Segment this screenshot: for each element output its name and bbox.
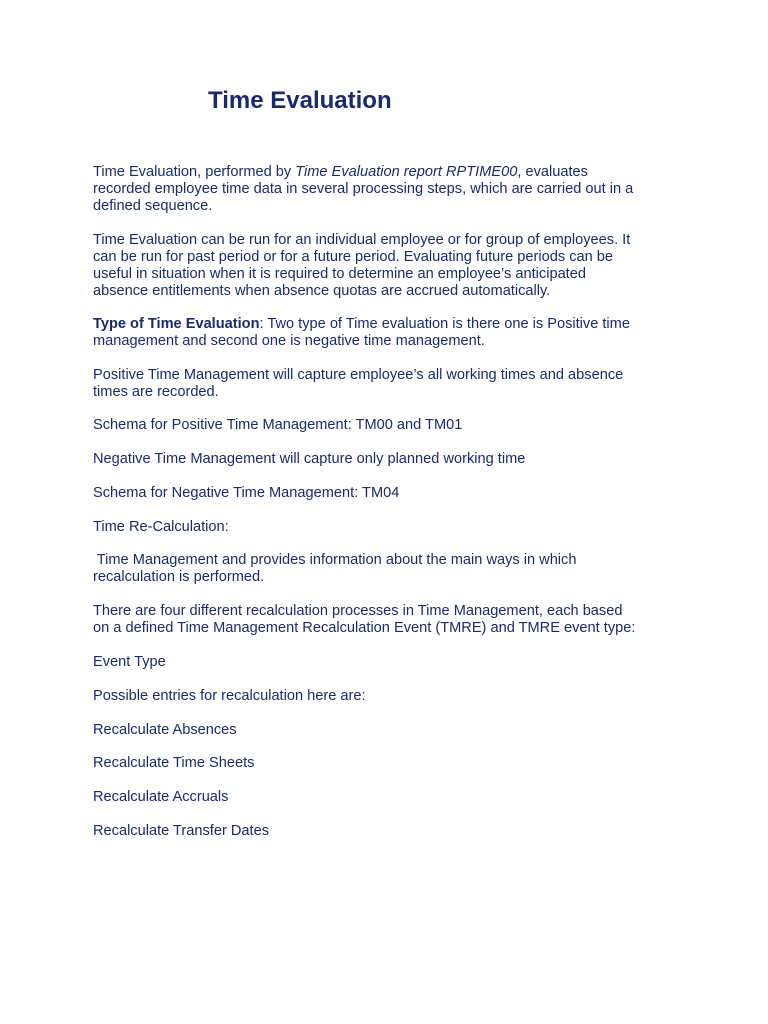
intro-text-start: Time Evaluation, performed by (93, 164, 296, 180)
paragraph-type-of-evaluation (93, 316, 630, 350)
recalculate-absences-text: Recalculate Absences (93, 722, 237, 738)
paragraph-run-options (93, 232, 630, 300)
paragraph-negative-schema (93, 485, 399, 502)
paragraph-positive-time (93, 367, 623, 401)
processes-line-1: There are four different recalculation processes in Time Management, each based (93, 603, 623, 619)
paragraph-event-type (93, 654, 166, 671)
paragraph-possible-entries (93, 688, 366, 705)
run-line-4: absence entitlements when absence quotas are accrued automatically. (93, 283, 551, 299)
positive-line-1: Positive Time Management will capture employee’s all working times and absence (93, 367, 624, 383)
type-text: : Two type of Time evaluation is there one is Positive time (259, 316, 630, 332)
entry-recalculate-time-sheets (93, 755, 254, 772)
paragraph-recalculation-heading (93, 519, 229, 536)
run-line-3: useful in situation when it is required to determine an employee’s anticipated (93, 266, 586, 282)
recalculate-accruals-text: Recalculate Accruals (93, 789, 229, 805)
run-line-1: Time Evaluation can be run for an individual employee or for group of employees. It (93, 232, 631, 248)
entry-recalculate-absences (93, 722, 237, 739)
report-name: Time Evaluation report RPTIME00 (295, 164, 518, 180)
positive-schema-text: Schema for Positive Time Management: TM00 and TM01 (93, 417, 463, 433)
processes-line-2: on a defined Time Management Recalculation Event (TMRE) and TMRE event type: (93, 620, 636, 636)
event-type-text: Event Type (93, 654, 166, 670)
negative-time-text: Negative Time Management will capture only planned working time (93, 451, 526, 467)
recalc-info-line-2: recalculation is performed. (93, 569, 265, 585)
entry-recalculate-accruals (93, 789, 228, 806)
paragraph-intro (93, 164, 633, 215)
negative-schema-text: Schema for Negative Time Management: TM04 (93, 485, 400, 501)
paragraph-recalculation-processes (93, 603, 635, 637)
type-heading: Type of Time Evaluation (93, 316, 260, 332)
paragraph-negative-time (93, 451, 525, 468)
paragraph-recalculation-info (93, 552, 576, 586)
run-line-2: can be run for past period or for a future period. Evaluating future periods can be (93, 249, 614, 265)
entry-recalculate-transfer-dates (93, 823, 269, 840)
positive-line-2: times are recorded. (93, 384, 219, 400)
type-line-2: management and second one is negative time management. (93, 333, 485, 349)
intro-line-3: defined sequence. (93, 198, 213, 214)
recalculation-heading-text: Time Re-Calculation: (93, 519, 229, 535)
paragraph-positive-schema (93, 417, 462, 434)
possible-entries-text: Possible entries for recalculation here are: (93, 688, 366, 704)
intro-text-end: , evaluates (517, 164, 588, 180)
recalc-info-line-1: Time Management and provides information about the main ways in which (93, 552, 577, 568)
recalculate-time-sheets-text: Recalculate Time Sheets (93, 755, 255, 771)
page-title: Time Evaluation (208, 87, 392, 114)
recalculate-transfer-dates-text: Recalculate Transfer Dates (93, 823, 270, 839)
intro-line-2: recorded employee time data in several processing steps, which are carried out in a (93, 181, 634, 197)
